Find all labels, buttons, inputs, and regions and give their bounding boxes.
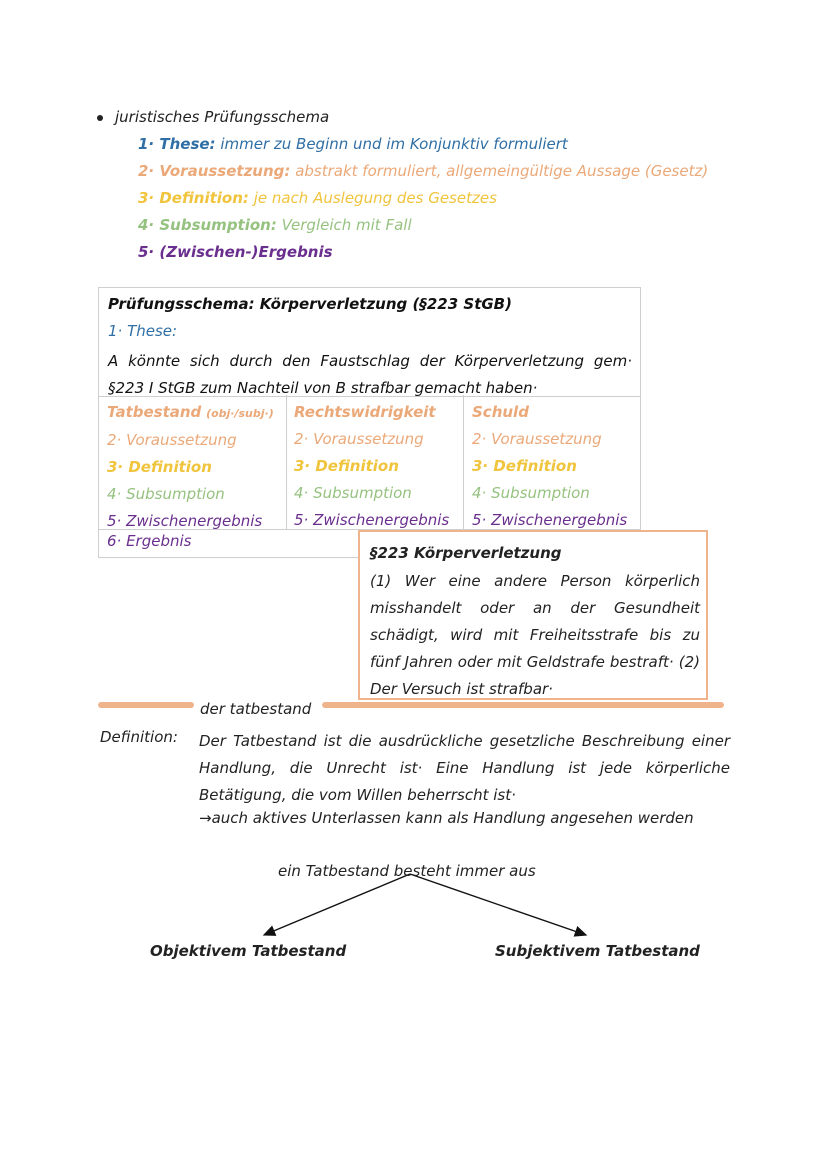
- step-ergebnis: 5· (Zwischen-)Ergebnis: [138, 243, 333, 261]
- law-text: (1) Wer eine andere Person körperlich misshandelt oder an der Gesundheit schädigt, wird mit Freiheitsstrafe bis zu fünf Jahren oder mit Geldstrafe bestraft· (2) Der Versuch ist strafbar·: [370, 572, 700, 698]
- tree-root: ein Tatbestand besteht immer aus: [278, 862, 536, 880]
- step-subsumption: 4· Subsumption: Vergleich mit Fall: [138, 216, 412, 234]
- column-header: Schuld: [472, 403, 529, 421]
- row-voraussetzung: 2· Voraussetzung: [294, 430, 424, 448]
- column-header: Rechtswidrigkeit: [294, 403, 436, 421]
- schema-these-label: 1· These:: [108, 322, 178, 340]
- schema-these-text: A könnte sich durch den Faustschlag der Körperverletzung gem· §223 I StGB zum Nachteil von B strafbar gemacht haben·: [108, 352, 632, 397]
- definition-label: Definition:: [100, 728, 178, 746]
- row-voraussetzung: 2· Voraussetzung: [472, 430, 602, 448]
- row-subsumption: 4· Subsumption: [107, 485, 225, 503]
- arrow-right: [410, 874, 586, 935]
- definition-note: →auch aktives Unterlassen kann als Handlung angesehen werden: [199, 809, 694, 827]
- tree-right-node: Subjektivem Tatbestand: [495, 942, 700, 960]
- row-zwischenergebnis: 5· Zwischenergebnis: [107, 512, 263, 530]
- schema-result: 6· Ergebnis: [107, 532, 192, 550]
- step-voraussetzung: 2· Voraussetzung: abstrakt formuliert, allgemeingültige Aussage (Gesetz): [138, 162, 709, 180]
- arrow-left: [264, 874, 410, 935]
- tree-left-node: Objektivem Tatbestand: [150, 942, 347, 960]
- row-subsumption: 4· Subsumption: [472, 484, 590, 502]
- schema-title: Prüfungsschema: Körperverletzung (§223 StGB): [108, 295, 512, 313]
- column-header-note: (obj·/subj·): [206, 407, 274, 420]
- intro-heading: juristisches Prüfungsschema: [97, 108, 329, 126]
- row-definition: 3· Definition: [294, 457, 399, 475]
- row-voraussetzung: 2· Voraussetzung: [107, 431, 237, 449]
- column-header: Tatbestand: [107, 403, 202, 421]
- step-these: 1· These: immer zu Beginn und im Konjunktiv formuliert: [138, 135, 568, 153]
- row-zwischenergebnis: 5· Zwischenergebnis: [472, 511, 628, 529]
- row-definition: 3· Definition: [107, 458, 212, 476]
- row-definition: 3· Definition: [472, 457, 577, 475]
- definition-text: Der Tatbestand ist die ausdrückliche gesetzliche Beschreibung einer Handlung, die Unrecht ist· Eine Handlung ist jede körperliche Betätigung, die vom Willen beherrscht ist·: [199, 732, 730, 804]
- section-heading: der tatbestand: [200, 700, 312, 718]
- law-title: §223 Körperverletzung: [370, 544, 562, 562]
- step-definition: 3· Definition: je nach Auslegung des Gesetzes: [138, 189, 497, 207]
- row-zwischenergebnis: 5· Zwischenergebnis: [294, 511, 450, 529]
- row-subsumption: 4· Subsumption: [294, 484, 412, 502]
